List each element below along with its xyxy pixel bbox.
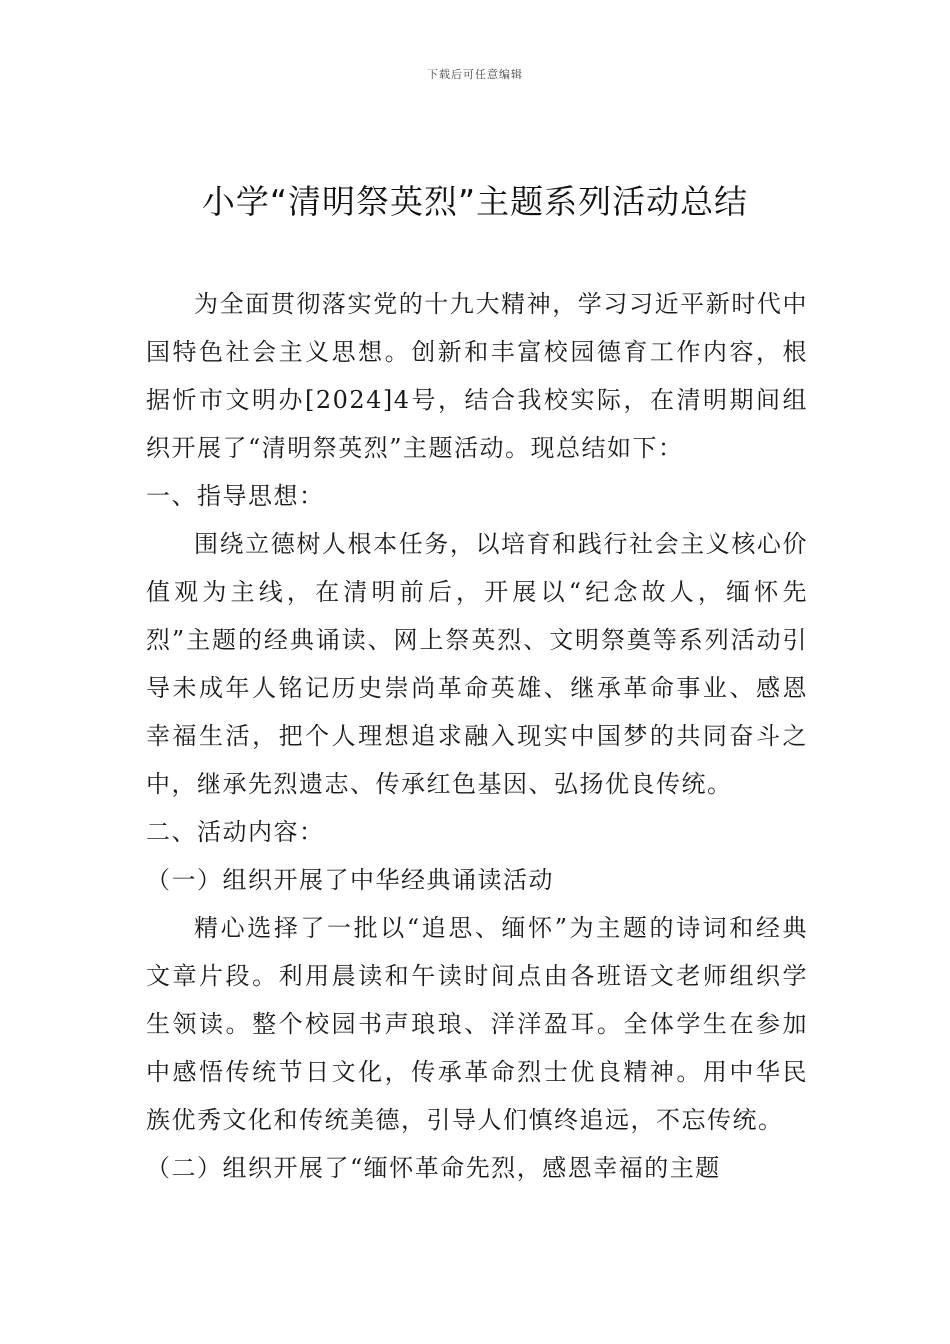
intro-paragraph: 为全面贯彻落实党的十九大精神，学习习近平新时代中国特色社会主义思想。创新和丰富校园德育工作内容，根据忻市文明办[2024]4号，结合我校实际，在清明期间组织开展了“清明祭英烈”主题活动。现总结如下： xyxy=(146,290,808,462)
classics-reading-paragraph: 精心选择了一批以“追思、缅怀”为主题的诗词和经典文章片段。利用晨读和午读时间点由各班语文老师组织学生领读。整个校园书声琅琅、洋洋盈耳。全体学生在参加中感悟传统节日文化，传承革命烈士优良精神。用中华民族优秀文化和传统美德，引导人们慎终追远，不忘传统。 xyxy=(146,914,808,1134)
document-title: 小学“清明祭英烈”主题系列活动总结 xyxy=(201,182,749,221)
document-body xyxy=(146,280,808,1192)
header-note: 下载后可任意编辑 xyxy=(427,68,523,81)
subsection-heading-martyrs-theme: （二）组织开展了“缅怀革命先烈，感恩幸福的主题 xyxy=(146,1154,721,1182)
guiding-ideology-paragraph: 围绕立德树人根本任务，以培育和践行社会主义核心价值观为主线，在清明前后，开展以“纪念故人，缅怀先烈”主题的经典诵读、网上祭英烈、文明祭奠等系列活动引导未成年人铭记历史崇尚革命英雄、继承革命事业、感恩幸福生活，把个人理想追求融入现实中国梦的共同奋斗之中，继承先烈遗志、传承红色基因、弘扬优良传统。 xyxy=(146,530,808,798)
section-heading-activity-content: 二、活动内容： xyxy=(146,818,325,846)
subsection-heading-classics-reading: （一）组织开展了中华经典诵读活动 xyxy=(146,866,554,894)
section-heading-guiding-ideology: 一、指导思想： xyxy=(146,482,325,510)
